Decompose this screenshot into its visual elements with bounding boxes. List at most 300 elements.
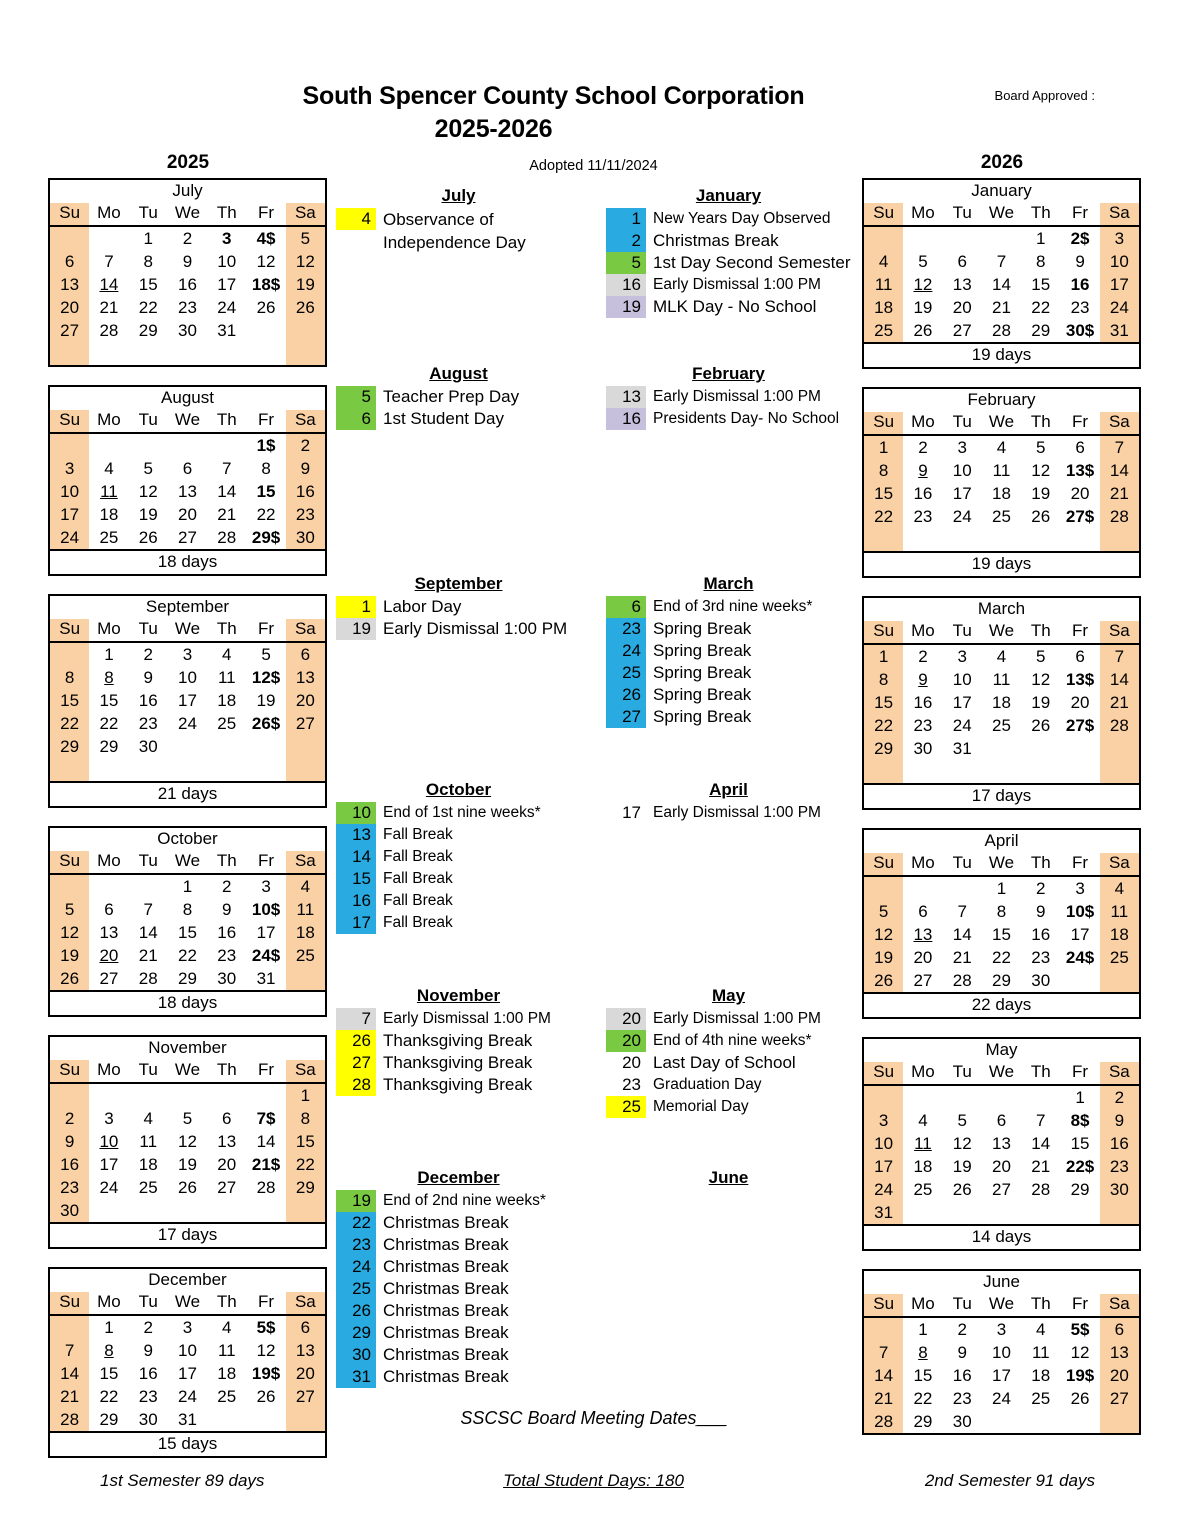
day-cell: 6 [89, 898, 128, 921]
legend-entry [606, 802, 851, 824]
day-cell: 20 [168, 503, 207, 526]
legend-entry [336, 912, 581, 934]
day-cell: 7 [1100, 435, 1139, 459]
month-block-january [862, 178, 1141, 344]
day-cell: 3 [168, 1315, 207, 1339]
day-cell: 16 [903, 482, 942, 505]
day-cell: 30 [129, 1408, 168, 1431]
legend-group-april [606, 780, 851, 824]
week-row [50, 921, 325, 944]
day-cell: 25 [1021, 1387, 1060, 1410]
weekday-header-fr: Fr [1060, 621, 1099, 644]
legend-entry [336, 1030, 581, 1052]
day-cell: 4 [89, 457, 128, 480]
day-cell: 11 [903, 1132, 942, 1155]
day-cell: 26 [129, 526, 168, 549]
day-cell-empty [1021, 737, 1060, 760]
day-cell: 26 [50, 967, 89, 990]
day-cell: 12 [246, 250, 285, 273]
day-cell: 15 [864, 691, 903, 714]
day-cell: 21 [129, 944, 168, 967]
day-cell: 25 [864, 319, 903, 342]
day-cell-empty [246, 758, 285, 781]
month-spacer [862, 369, 1141, 387]
legend-entry [336, 1300, 581, 1322]
day-cell: 3 [1100, 226, 1139, 250]
legend-entry [336, 1190, 581, 1212]
day-cell: 18 [903, 1155, 942, 1178]
legend-day-swatch: 17 [622, 803, 641, 822]
board-meeting-text: SSCSC Board Meeting Dates [460, 1408, 697, 1428]
legend-day-swatch: 20 [606, 1008, 646, 1030]
day-cell-empty [1100, 1201, 1139, 1224]
month-spacer [48, 1017, 327, 1035]
legend-entry-label: Last Day of School [653, 1053, 796, 1072]
weekday-header-fr: Fr [246, 1060, 285, 1083]
day-cell: 26 [943, 1178, 982, 1201]
legend-entry-label: End of 2nd nine weeks* [383, 1192, 546, 1209]
day-cell: 7 [129, 898, 168, 921]
day-cell: 30 [286, 526, 325, 549]
day-cell: 15 [982, 923, 1021, 946]
month-name: December [50, 1269, 325, 1292]
weekday-header-we: We [168, 203, 207, 226]
day-cell: 17 [1060, 923, 1099, 946]
month-spacer [48, 1249, 327, 1267]
day-cell-empty [903, 226, 942, 250]
day-cell-empty [207, 758, 246, 781]
weekday-header-tu: Tu [943, 412, 982, 435]
day-cell: 25 [982, 505, 1021, 528]
day-cell: 13$ [1060, 459, 1099, 482]
day-cell: 19 [50, 944, 89, 967]
legend-day-swatch: 5 [606, 252, 646, 274]
day-cell-empty [864, 226, 903, 250]
day-cell: 10 [982, 1341, 1021, 1364]
day-cell-empty [864, 760, 903, 783]
weekday-header-su: Su [864, 621, 903, 644]
week-row [864, 644, 1139, 668]
legend-day-swatch: 15 [336, 868, 376, 890]
legend-entry [606, 230, 851, 252]
legend-day-swatch: 16 [336, 890, 376, 912]
weekday-header-mo: Mo [903, 412, 942, 435]
weekday-header-mo: Mo [89, 1292, 128, 1315]
day-cell: 9 [1100, 1109, 1139, 1132]
weekday-header-tu: Tu [129, 410, 168, 433]
day-cell: 23 [168, 296, 207, 319]
day-cell: 4 [207, 1315, 246, 1339]
day-cell: 7 [982, 250, 1021, 273]
day-cell: 25 [207, 712, 246, 735]
legend-entry-label: Early Dismissal 1:00 PM [383, 1010, 551, 1027]
day-cell-empty [286, 1199, 325, 1222]
legend-day-swatch: 6 [336, 408, 376, 430]
day-cell-empty [246, 735, 285, 758]
weekday-header-we: We [982, 1062, 1021, 1085]
day-cell: 22 [50, 712, 89, 735]
day-cell: 27 [943, 319, 982, 342]
day-cell: 14 [246, 1130, 285, 1153]
day-cell: 14 [50, 1362, 89, 1385]
day-cell: 5 [864, 900, 903, 923]
day-cell: 24 [168, 712, 207, 735]
day-cell: 17 [168, 1362, 207, 1385]
weekday-header-tu: Tu [943, 1294, 982, 1317]
day-cell-empty [982, 1201, 1021, 1224]
day-cell-empty [1021, 1085, 1060, 1109]
week-row [50, 1315, 325, 1339]
day-cell: 11 [207, 666, 246, 689]
day-cell: 22 [1021, 296, 1060, 319]
day-cell: 17 [943, 482, 982, 505]
day-cell: 15 [246, 480, 285, 503]
month-name: August [50, 387, 325, 410]
day-cell: 13 [168, 480, 207, 503]
day-cell: 6 [207, 1107, 246, 1130]
day-cell: 22 [982, 946, 1021, 969]
day-cell: 15 [168, 921, 207, 944]
day-cell: 5 [286, 226, 325, 250]
legend-entry-label: Presidents Day- No School [653, 410, 840, 427]
day-cell: 8 [982, 900, 1021, 923]
day-cell: 11 [864, 273, 903, 296]
day-cell: 27$ [1060, 714, 1099, 737]
day-cell: 16 [943, 1364, 982, 1387]
day-cell: 26 [1021, 505, 1060, 528]
week-row [50, 526, 325, 549]
day-cell: 5 [50, 898, 89, 921]
day-cell: 21 [943, 946, 982, 969]
weekday-header-sa: Sa [286, 410, 325, 433]
year-label-left: 2025 [166, 152, 210, 173]
day-cell-empty [50, 226, 89, 250]
day-cell-empty [982, 1085, 1021, 1109]
day-cell: 30 [1100, 1178, 1139, 1201]
weekday-header-su: Su [864, 412, 903, 435]
week-row [50, 1083, 325, 1107]
day-cell: 30 [129, 735, 168, 758]
weekday-header-th: Th [207, 1060, 246, 1083]
day-cell: 2 [129, 1315, 168, 1339]
day-cell: 28 [246, 1176, 285, 1199]
week-row [50, 342, 325, 365]
day-cell-empty [1100, 969, 1139, 992]
month-grid [864, 412, 1139, 551]
days-count-bar: 19 days [862, 344, 1141, 369]
day-cell: 12 [943, 1132, 982, 1155]
legend-day-swatch: 16 [606, 274, 646, 296]
days-count-bar: 18 days [48, 992, 327, 1017]
day-cell: 16 [207, 921, 246, 944]
week-row [864, 923, 1139, 946]
day-cell-empty [50, 433, 89, 457]
day-cell: 23 [129, 1385, 168, 1408]
legend-entry-label: Spring Break [653, 663, 752, 682]
day-cell: 31 [864, 1201, 903, 1224]
weekday-header-tu: Tu [943, 203, 982, 226]
week-row [864, 1178, 1139, 1201]
day-cell-empty [207, 433, 246, 457]
day-cell: 25 [903, 1178, 942, 1201]
legend-entry-label: Fall Break [383, 914, 453, 931]
day-cell: 22 [903, 1387, 942, 1410]
week-row [864, 900, 1139, 923]
day-cell: 14 [129, 921, 168, 944]
day-cell: 24 [1100, 296, 1139, 319]
legend-entry-label: Graduation Day [653, 1076, 762, 1093]
day-cell: 30$ [1060, 319, 1099, 342]
legend-entry [606, 1074, 851, 1096]
day-cell: 1 [168, 874, 207, 898]
day-cell-empty [286, 319, 325, 342]
legend-day-swatch: 17 [336, 912, 376, 934]
day-cell: 4$ [246, 226, 285, 250]
weekday-header-su: Su [50, 1292, 89, 1315]
day-cell: 11 [129, 1130, 168, 1153]
day-cell: 9 [168, 250, 207, 273]
day-cell: 20 [982, 1155, 1021, 1178]
day-cell: 29 [903, 1410, 942, 1433]
month-spacer [862, 810, 1141, 828]
day-cell: 20 [903, 946, 942, 969]
week-row [864, 226, 1139, 250]
day-cell: 16 [168, 273, 207, 296]
day-cell-empty [50, 758, 89, 781]
week-row [864, 714, 1139, 737]
day-cell: 2 [168, 226, 207, 250]
day-cell: 24 [168, 1385, 207, 1408]
title-line-1: South Spencer County School Corporation [302, 82, 805, 110]
day-cell: 3 [89, 1107, 128, 1130]
day-cell: 15 [1021, 273, 1060, 296]
weekday-header-we: We [982, 203, 1021, 226]
day-cell: 26 [286, 296, 325, 319]
month-spacer [48, 367, 327, 385]
weekday-header-we: We [982, 412, 1021, 435]
day-cell-empty [864, 1317, 903, 1341]
day-cell: 2$ [1060, 226, 1099, 250]
legend-day-swatch: 31 [336, 1366, 376, 1388]
day-cell: 18 [982, 482, 1021, 505]
legend-day-swatch: 23 [336, 1234, 376, 1256]
weekday-header-sa: Sa [286, 1292, 325, 1315]
weekday-header-su: Su [50, 1060, 89, 1083]
day-cell: 23 [903, 505, 942, 528]
legend-entry [336, 890, 581, 912]
weekday-header-mo: Mo [89, 203, 128, 226]
day-cell: 26 [168, 1176, 207, 1199]
day-cell-empty [50, 874, 89, 898]
day-cell: 26$ [246, 712, 285, 735]
day-cell: 3 [50, 457, 89, 480]
day-cell: 15 [1060, 1132, 1099, 1155]
day-cell: 24$ [246, 944, 285, 967]
day-cell: 15 [286, 1130, 325, 1153]
weekday-header-tu: Tu [943, 853, 982, 876]
legend-group-august [336, 364, 581, 430]
day-cell: 5 [943, 1109, 982, 1132]
weekday-header-th: Th [207, 410, 246, 433]
legend-day-swatch: 28 [336, 1074, 376, 1096]
day-cell: 26 [1060, 1387, 1099, 1410]
legend-day-swatch: 7 [336, 1008, 376, 1030]
legend-day-swatch: 24 [336, 1256, 376, 1278]
weekday-header-fr: Fr [246, 619, 285, 642]
weekday-header-su: Su [50, 203, 89, 226]
day-cell: 14 [1100, 459, 1139, 482]
day-cell-empty [943, 1085, 982, 1109]
legend-day-swatch: 26 [336, 1030, 376, 1052]
week-row [864, 273, 1139, 296]
weekday-header-mo: Mo [903, 853, 942, 876]
week-row [864, 876, 1139, 900]
week-row [864, 1341, 1139, 1364]
legend-group-december [336, 1168, 581, 1388]
day-cell-empty [864, 1085, 903, 1109]
day-cell-empty [286, 967, 325, 990]
day-cell: 19 [1021, 482, 1060, 505]
day-cell: 15 [89, 1362, 128, 1385]
legend-entry [606, 252, 851, 274]
legend-entry-label: Christmas Break [383, 1367, 509, 1386]
day-cell: 19 [864, 946, 903, 969]
day-cell: 8 [168, 898, 207, 921]
day-cell: 20 [943, 296, 982, 319]
legend-entry [336, 1322, 581, 1344]
day-cell: 2 [1100, 1085, 1139, 1109]
weekday-header-mo: Mo [89, 619, 128, 642]
week-row [50, 874, 325, 898]
legend-entry [336, 802, 581, 824]
day-cell: 13 [89, 921, 128, 944]
day-cell: 22 [246, 503, 285, 526]
week-row [864, 505, 1139, 528]
month-block-april [862, 828, 1141, 994]
month-block-february [862, 387, 1141, 553]
legend-entry [606, 386, 851, 408]
day-cell: 10$ [246, 898, 285, 921]
legend-day-swatch: 2 [606, 230, 646, 252]
day-cell: 23 [943, 1387, 982, 1410]
day-cell: 22 [89, 1385, 128, 1408]
weekday-header-th: Th [1021, 621, 1060, 644]
day-cell: 1 [89, 1315, 128, 1339]
day-cell: 6 [50, 250, 89, 273]
day-cell: 22 [864, 714, 903, 737]
legend-day-swatch: 6 [606, 596, 646, 618]
day-cell: 6 [1100, 1317, 1139, 1341]
day-cell: 16 [1021, 923, 1060, 946]
day-cell: 27$ [1060, 505, 1099, 528]
day-cell: 28 [207, 526, 246, 549]
day-cell: 10 [207, 250, 246, 273]
week-row [50, 1153, 325, 1176]
weekday-header-mo: Mo [89, 851, 128, 874]
weekday-header-tu: Tu [129, 619, 168, 642]
day-cell: 7 [207, 457, 246, 480]
day-cell: 9 [50, 1130, 89, 1153]
day-cell: 18 [1021, 1364, 1060, 1387]
legend-title: August [429, 364, 488, 383]
days-count-bar: 22 days [862, 994, 1141, 1019]
day-cell: 16 [50, 1153, 89, 1176]
legend-day-swatch: 26 [336, 1300, 376, 1322]
year-label-right: 2026 [980, 152, 1024, 173]
day-cell: 23 [1021, 946, 1060, 969]
board-meeting-dates [0, 1408, 1187, 1429]
day-cell: 15 [903, 1364, 942, 1387]
day-cell: 18 [129, 1153, 168, 1176]
day-cell-empty [50, 1083, 89, 1107]
week-row [50, 273, 325, 296]
day-cell: 29 [864, 737, 903, 760]
weekday-header-tu: Tu [129, 1060, 168, 1083]
weekday-header-su: Su [864, 853, 903, 876]
day-cell-empty [129, 1083, 168, 1107]
day-cell-empty [207, 1199, 246, 1222]
day-cell: 8 [864, 668, 903, 691]
week-row [50, 712, 325, 735]
day-cell: 3 [943, 435, 982, 459]
weekday-header-fr: Fr [1060, 412, 1099, 435]
day-cell-empty [982, 760, 1021, 783]
month-name: March [864, 598, 1139, 621]
day-cell: 2 [1021, 876, 1060, 900]
day-cell: 21 [1021, 1155, 1060, 1178]
day-cell: 21 [864, 1387, 903, 1410]
day-cell: 12 [286, 250, 325, 273]
month-name: May [864, 1039, 1139, 1062]
month-name: July [50, 180, 325, 203]
month-grid [50, 619, 325, 781]
day-cell-empty [286, 735, 325, 758]
day-cell: 1 [89, 642, 128, 666]
weekday-header-fr: Fr [1060, 1062, 1099, 1085]
week-row [50, 480, 325, 503]
day-cell: 6 [943, 250, 982, 273]
legend-day-swatch: 13 [336, 824, 376, 846]
day-cell-empty [89, 1083, 128, 1107]
day-cell-empty [1100, 528, 1139, 551]
day-cell: 31 [943, 737, 982, 760]
day-cell: 23 [50, 1176, 89, 1199]
legend-day-swatch: 19 [336, 618, 376, 640]
day-cell-empty [943, 1201, 982, 1224]
day-cell: 22 [286, 1153, 325, 1176]
legend-entry [606, 1096, 851, 1118]
month-grid [864, 621, 1139, 783]
weekday-header-su: Su [50, 619, 89, 642]
week-row [864, 760, 1139, 783]
week-row [864, 946, 1139, 969]
day-cell: 7 [864, 1341, 903, 1364]
day-cell-empty [903, 760, 942, 783]
legend-entry [336, 386, 581, 408]
day-cell: 13$ [1060, 668, 1099, 691]
legend-entry [606, 296, 851, 318]
day-cell-empty [168, 758, 207, 781]
week-row [864, 528, 1139, 551]
weekday-header-fr: Fr [246, 410, 285, 433]
week-row [864, 1109, 1139, 1132]
weekday-header-fr: Fr [1060, 853, 1099, 876]
day-cell: 16 [903, 691, 942, 714]
weekday-header-sa: Sa [286, 203, 325, 226]
weekday-header-th: Th [1021, 203, 1060, 226]
day-cell: 20 [286, 1362, 325, 1385]
day-cell-empty [1021, 528, 1060, 551]
